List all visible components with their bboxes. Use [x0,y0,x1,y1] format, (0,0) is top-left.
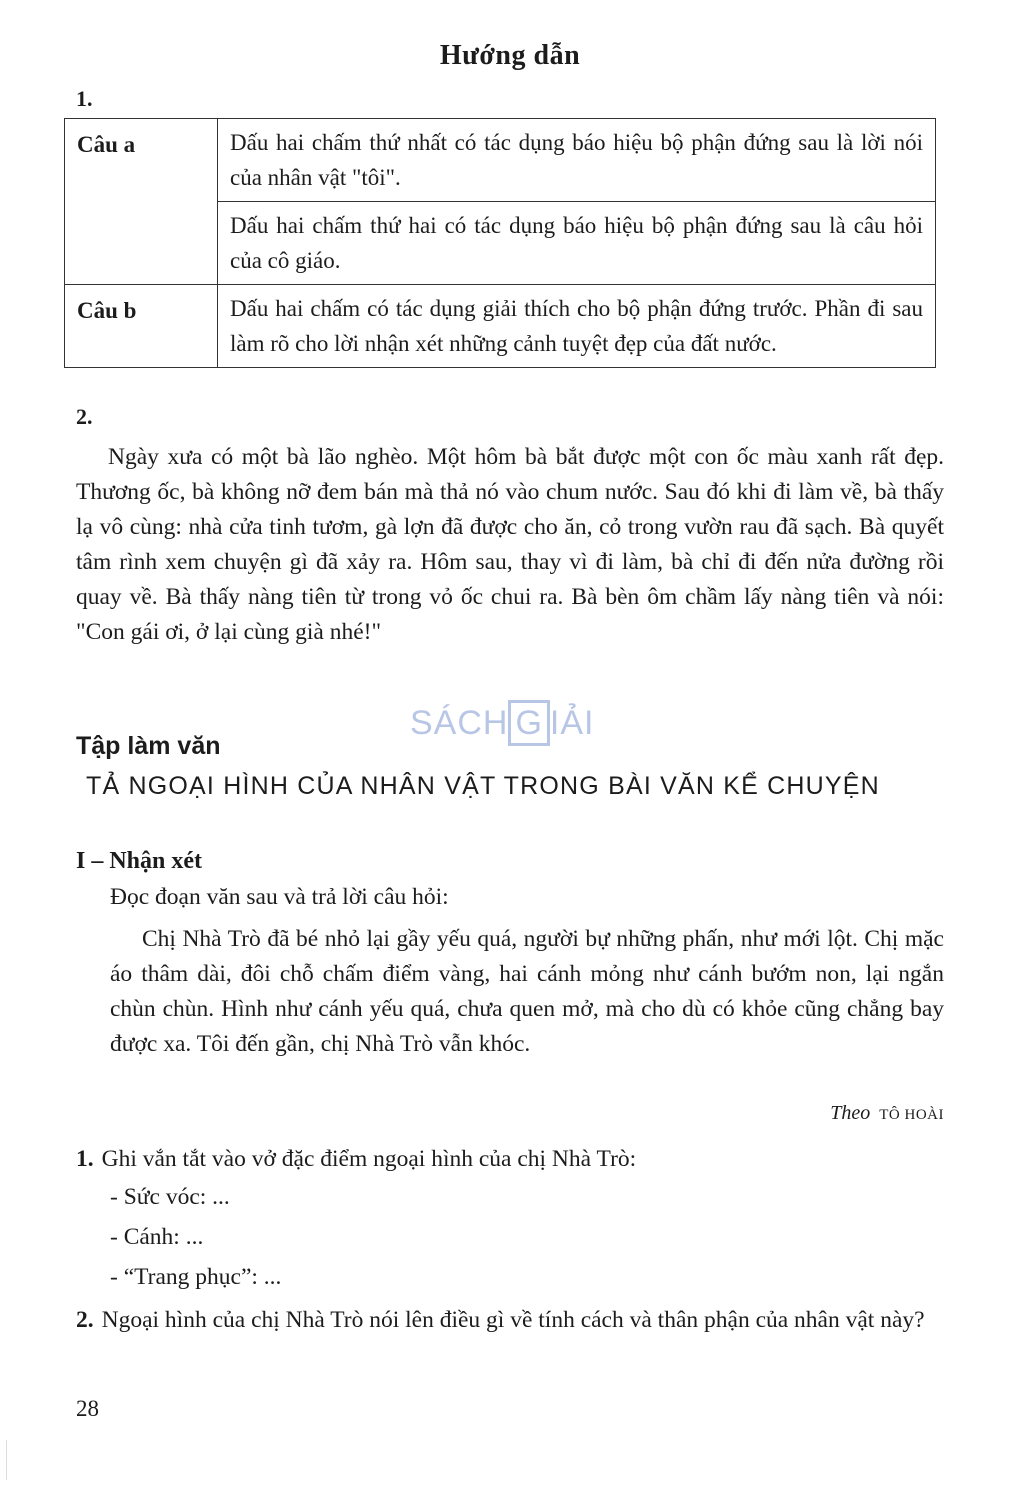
subsection-title: I – Nhận xét [76,848,203,874]
page-number: 28 [76,1396,99,1421]
section-1-number: 1. [76,86,93,111]
question-1 [76,1141,944,1177]
question-number: 1. [76,1146,94,1172]
row-text: Dấu hai chấm thứ hai có tác dụng báo hiệu bộ phận đứng sau là câu hỏi của cô giáo. [218,202,936,285]
lesson-heading: TẢ NGOẠI HÌNH CỦA NHÂN VẬT TRONG BÀI VĂN KỂ CHUYỆN [86,772,880,800]
row-head-cau-b: Câu b [65,285,218,368]
scan-edge-mark [6,1440,7,1480]
instruction-text: Đọc đoạn văn sau và trả lời câu hỏi: [110,884,449,910]
table-row [65,285,936,368]
source-credit [830,1102,944,1125]
watermark-left: SÁCH [410,704,509,742]
excerpt-paragraph: Chị Nhà Trò đã bé nhỏ lại gầy yếu quá, người bự những phấn, như mới lột. Chị mặc áo thâm dài, đôi chỗ chấm điểm vàng, hai cánh mỏng như cánh bướm non, lại ngắn chùn chùn. Hình như cánh yếu quá, chưa quen mở, mà cho dù có khỏe cũng chẳng bay được xa. Tôi đến gần, chị Nhà Trò vẫn khóc. [110,926,944,1057]
question-text: Ngoại hình của chị Nhà Trò nói lên điều gì về tính cách và thân phận của nhân vật này? [101,1307,925,1333]
question-2 [76,1302,978,1338]
row-head-cau-a: Câu a [65,119,218,285]
watermark-logo [410,700,620,770]
page-title: Hướng dẫn [439,40,581,71]
source-prefix: Theo [830,1102,871,1124]
bullet-item: - “Trang phục”: ... [110,1264,282,1290]
watermark-right: IẢI [549,704,595,742]
question-text: Ghi vắn tắt vào vở đặc điểm ngoại hình của chị Nhà Trò: [101,1146,637,1172]
story-paragraph: Ngày xưa có một bà lão nghèo. Một hôm bà bắt được một con ốc màu xanh rất đẹp. Thương ốc, bà không nỡ đem bán mà thả nó vào chum nước. Sau đó khi đi làm về, bà thấy lạ vô cùng: nhà cửa tinh tươm, gà lợn đã được cho ăn, cỏ trong vườn rau đã sạch. Bà quyết tâm rình xem chuyện gì đã xảy ra. Hôm sau, thay vì đi làm, bà chỉ đi đến nửa đường rồi quay về. Bà thấy nàng tiên từ trong vỏ ốc chui ra. Bà bèn ôm chầm lấy nàng tiên và nói: "Con gái ơi, ở lại cùng già nhé!" [76,444,944,645]
row-text: Dấu hai chấm thứ nhất có tác dụng báo hiệu bộ phận đứng sau là lời nói của nhân vật "tôi". [218,119,936,202]
row-text: Dấu hai chấm có tác dụng giải thích cho bộ phận đứng trước. Phần đi sau làm rõ cho lời nhận xét những cảnh tuyệt đẹp của đất nước. [218,285,936,368]
answer-table [64,118,936,368]
watermark-boxed-letter: G [508,700,549,746]
lesson-label: Tập làm văn [76,732,221,760]
bullet-item: - Sức vóc: ... [110,1184,230,1210]
source-author: TÔ HOÀI [879,1107,944,1123]
bullet-item: - Cánh: ... [110,1224,204,1250]
section-2-number: 2. [76,404,93,429]
question-number: 2. [76,1307,94,1333]
table-row [65,119,936,202]
